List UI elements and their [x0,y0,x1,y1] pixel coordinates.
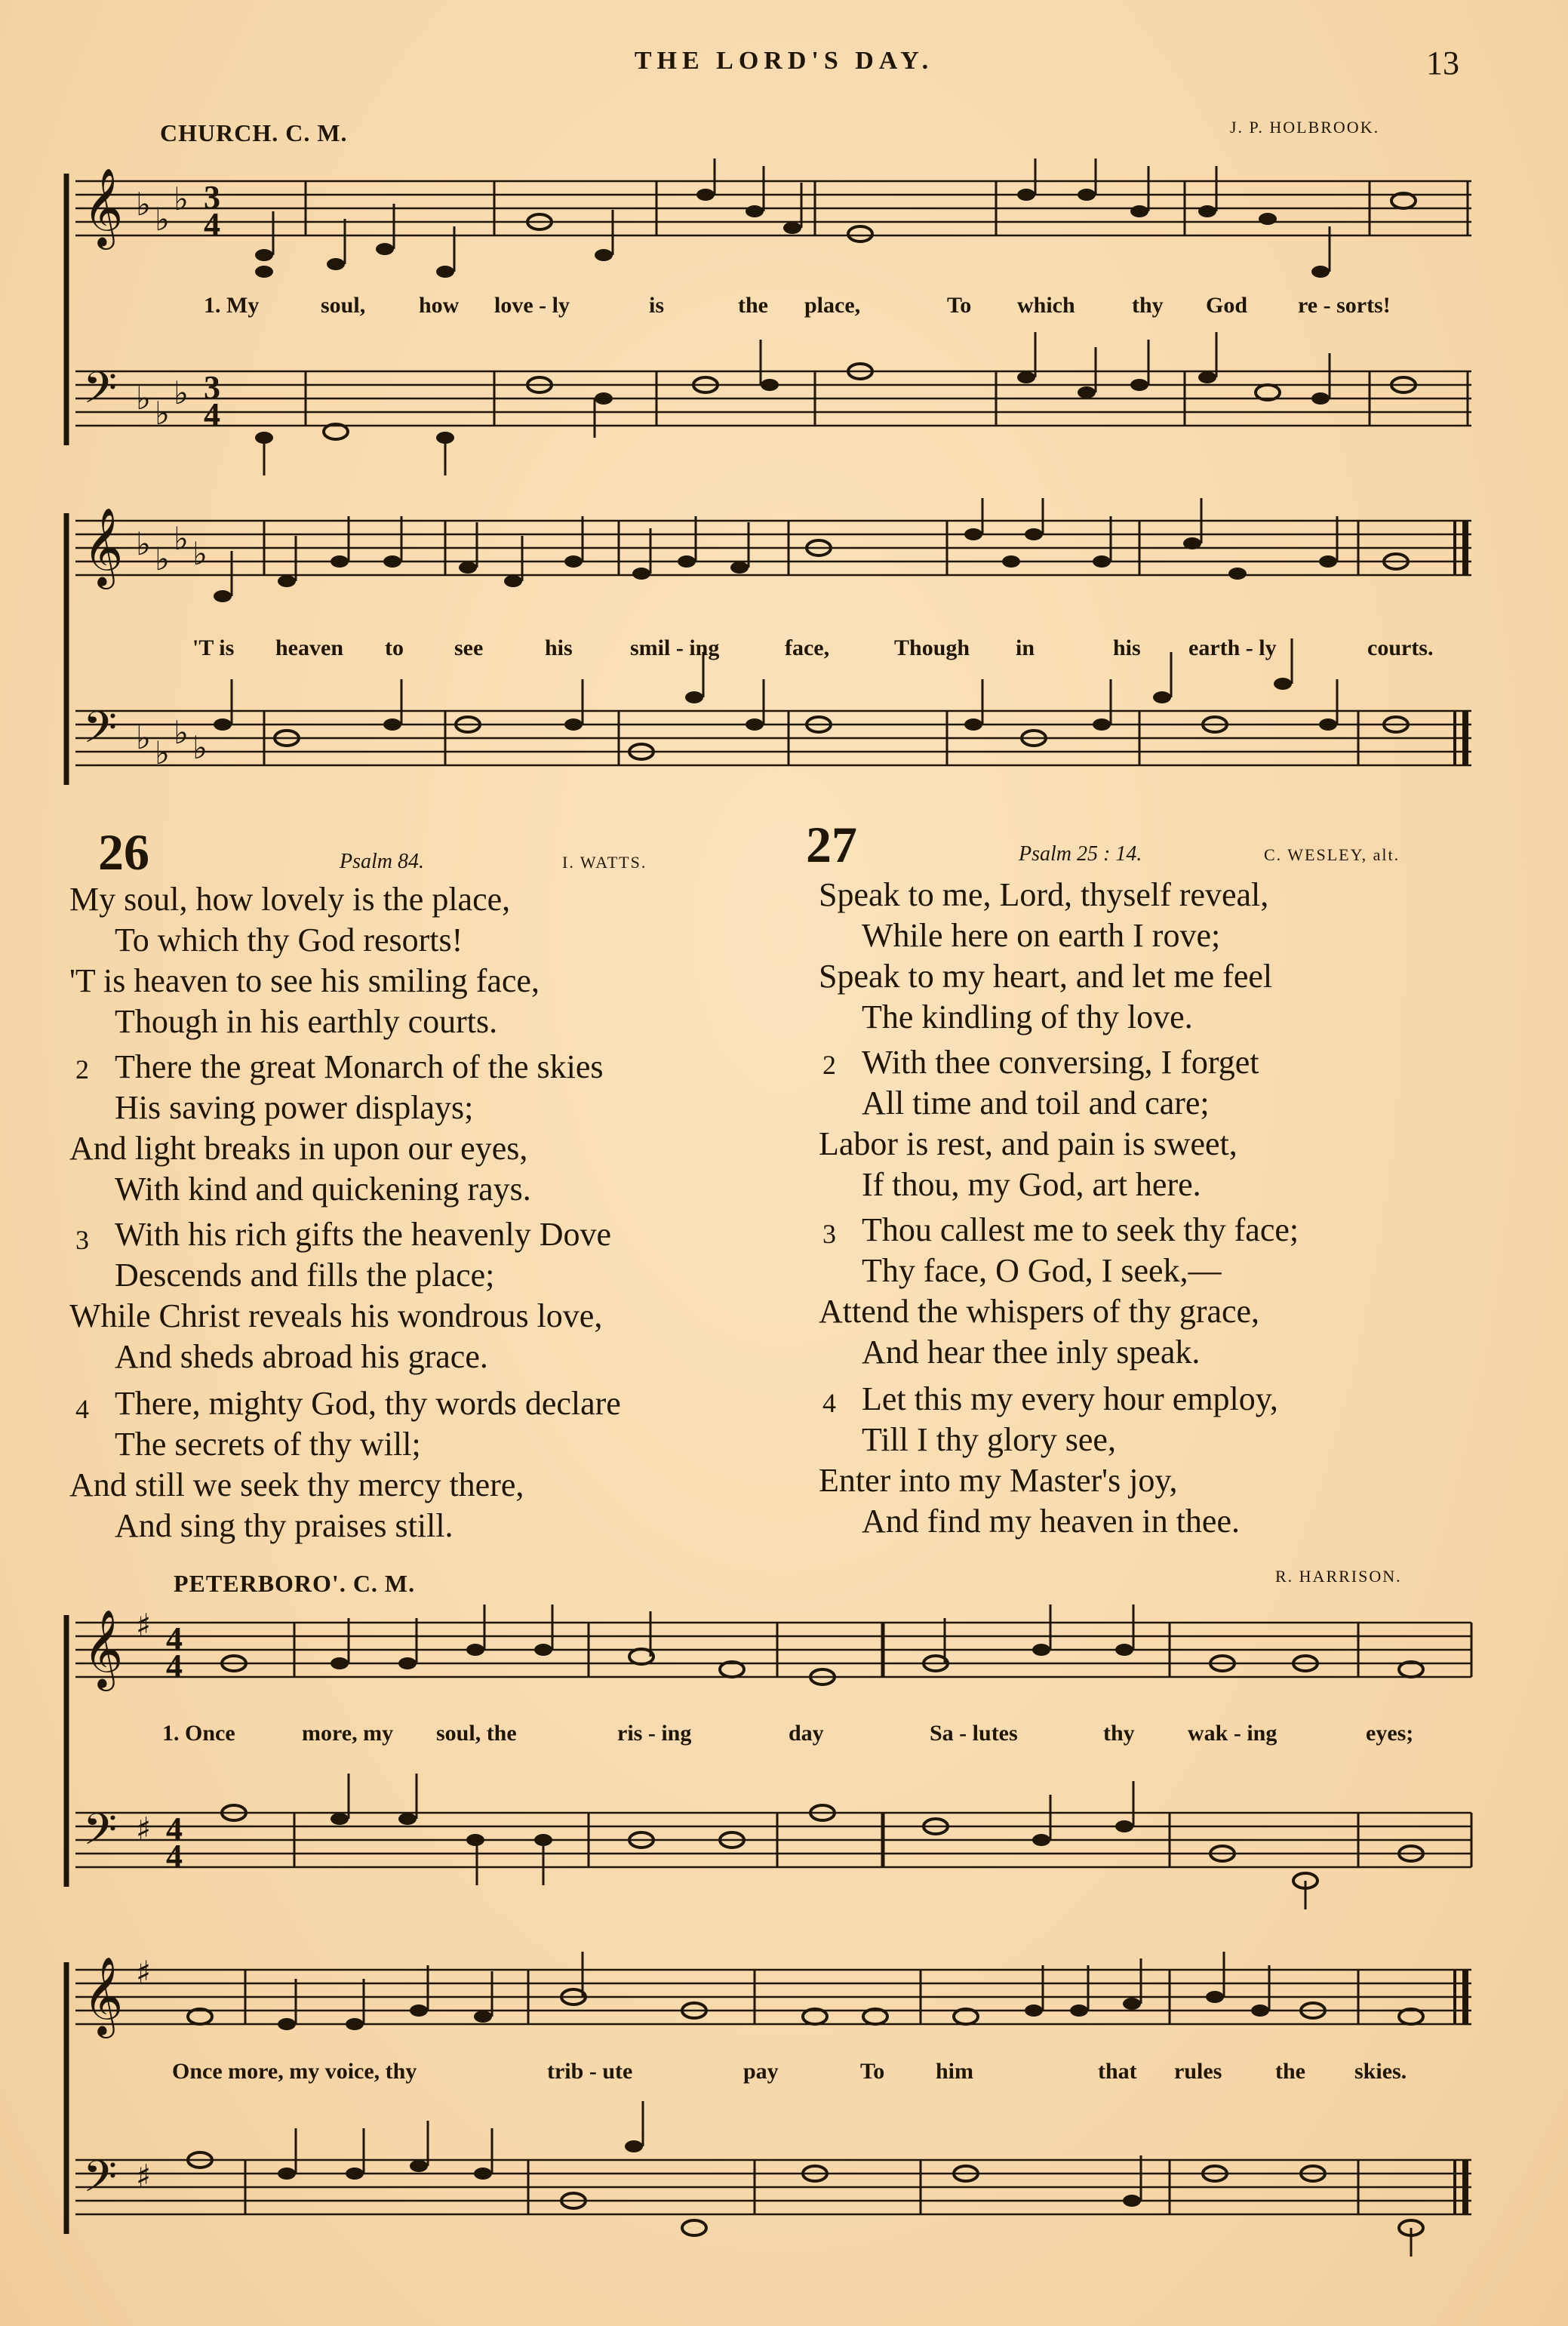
stanza-line: To which thy God resorts! [115,921,463,958]
hymn-number-27: 27 [806,816,857,873]
stanza-line: Descends and fills the place; [115,1257,495,1294]
svg-text:3: 3 [204,369,220,406]
lyric: ris - ing [617,1721,692,1746]
lyric: how [419,293,460,318]
lyric: skies. [1354,2059,1407,2084]
svg-text:♭: ♭ [155,734,170,771]
stanza-line: While Christ reveals his wondrous love, [69,1297,603,1334]
svg-text:𝄞: 𝄞 [83,1956,124,2035]
lyric: pay [743,2059,779,2084]
psalm-reference: Psalm 84. [340,850,424,873]
lyric: rules [1174,2059,1222,2084]
stanza-line: Though in his earthly courts. [115,1003,498,1040]
svg-text:♭: ♭ [174,180,189,217]
lyric: the [738,293,768,318]
lyric: 1. My [204,293,260,318]
lyric: more, my [302,1721,394,1746]
svg-text:4: 4 [166,1838,183,1875]
stanza-line: And hear thee inly speak. [862,1334,1201,1371]
svg-text:♭: ♭ [174,520,189,557]
psalm-reference: Psalm 25 : 14. [1019,842,1142,866]
stanza-line: Attend the whispers of thy grace, [819,1293,1260,1330]
svg-text:4: 4 [204,396,220,433]
tune-name-church: CHURCH. C. M. [160,119,348,146]
music-staves [60,1947,1479,2264]
lyric: soul, the [436,1721,517,1746]
lyric: day [789,1721,824,1746]
peterboro-lyrics-line-2 [0,2059,1568,2089]
score-peterboro-system-1 [60,1600,1479,1917]
svg-text:♭: ♭ [155,395,170,432]
stanza-line: Thy face, O God, I seek,— [862,1252,1222,1289]
stanza-line: Speak to me, Lord, thyself reveal, [819,876,1269,913]
verse-number: 2 [822,1050,836,1080]
stanza-line: 'T is heaven to see his smiling face, [69,962,540,999]
verse-number: 2 [75,1054,89,1085]
stanza-line: And find my heaven in thee. [862,1503,1240,1540]
svg-text:♭: ♭ [155,201,170,238]
verse-number: 4 [822,1388,836,1418]
stanza-line: Enter into my Master's joy, [819,1462,1178,1499]
svg-text:♭: ♭ [136,719,151,756]
peterboro-lyrics-line-1 [0,1721,1568,1751]
svg-text:♯: ♯ [136,1811,152,1848]
svg-text:♭: ♭ [136,186,151,223]
lyric: place, [804,293,861,318]
running-head: THE LORD'S DAY. [634,47,934,75]
page-number: 13 [1426,45,1459,82]
svg-text:𝄢: 𝄢 [83,2151,118,2213]
svg-text:3: 3 [204,179,220,216]
svg-text:4: 4 [204,206,220,243]
stanza-line: The secrets of thy will; [115,1426,421,1463]
lyric: Though [894,635,970,660]
lyric: see [454,635,484,660]
svg-text:♭: ♭ [174,374,189,411]
svg-text:♯: ♯ [136,1954,152,1991]
music-staves [60,158,1479,498]
lyric: in [1016,635,1035,660]
verse-number: 4 [75,1394,89,1424]
svg-text:𝄢: 𝄢 [83,362,118,424]
lyric: courts. [1367,635,1434,660]
stanza-line: Till I thy glory see, [862,1421,1116,1458]
svg-text:♭: ♭ [155,540,170,577]
stanza-line: Thou callest me to seek thy face; [862,1211,1299,1248]
lyric: to [385,635,404,660]
lyric: 1. Once [162,1721,235,1746]
church-lyrics-line-1 [0,293,1568,323]
svg-text:♭: ♭ [136,380,151,417]
stanza-line: All time and toil and care; [862,1085,1210,1121]
lyric: wak - ing [1188,1721,1277,1746]
lyric: To [860,2059,885,2084]
stanza-line: And still we seek thy mercy there, [69,1466,524,1503]
stanza-line: With thee conversing, I forget [862,1044,1259,1081]
tune-name-peterboro: PETERBORO'. C. M. [174,1570,416,1597]
stanza-line: The kindling of thy love. [862,998,1193,1035]
lyric: smil - ing [630,635,720,660]
svg-text:𝄢: 𝄢 [83,702,118,764]
stanza-line: There the great Monarch of the skies [115,1048,604,1085]
svg-text:♭: ♭ [192,535,208,572]
lyric: face, [785,635,830,660]
stanza-line: While here on earth I rove; [862,917,1221,954]
verse-number: 3 [822,1219,836,1249]
svg-text:4: 4 [166,1811,183,1848]
lyric: his [1113,635,1141,660]
lyric: Once more, my voice, thy [172,2059,417,2084]
verse-number: 3 [75,1225,89,1255]
lyric: 'T is [192,635,235,660]
stanza-line: And sheds abroad his grace. [115,1338,488,1375]
score-peterboro-system-2 [60,1947,1479,2264]
score-church-system-1 [60,158,1479,498]
hymn-author: I. WATTS. [562,853,647,872]
composer-church: J. P. HOLBROOK. [1230,118,1380,137]
lyric: eyes; [1366,1721,1414,1746]
hymn-author: C. WESLEY, alt. [1264,845,1400,864]
svg-text:♭: ♭ [136,525,151,562]
lyric: thy [1103,1721,1135,1746]
stanza-line: Speak to my heart, and let me feel [819,958,1273,995]
lyric: Sa - lutes [930,1721,1018,1746]
lyric: the [1275,2059,1305,2084]
lyric: thy [1132,293,1164,318]
stanza-line: My soul, how lovely is the place, [69,881,511,918]
lyric: his [545,635,573,660]
svg-text:4: 4 [166,1648,183,1685]
lyric: heaven [275,635,343,660]
stanza-line: And light breaks in upon our eyes, [69,1130,528,1167]
lyric: is [649,293,665,318]
svg-text:♭: ♭ [192,729,208,766]
lyric: him [936,2059,974,2084]
svg-text:♭: ♭ [174,714,189,751]
svg-text:4: 4 [166,1620,183,1657]
svg-text:♯: ♯ [136,1607,152,1644]
svg-text:𝄞: 𝄞 [83,507,124,586]
lyric: To [947,293,972,318]
svg-text:𝄞: 𝄞 [83,168,124,247]
lyric: re - sorts! [1298,293,1391,318]
lyric: trib - ute [547,2059,633,2084]
composer-peterboro: R. HARRISON. [1275,1567,1402,1586]
stanza-line: If thou, my God, art here. [862,1166,1201,1203]
stanza-line: Labor is rest, and pain is sweet, [819,1125,1237,1162]
stanza-line: There, mighty God, thy words declare [115,1385,621,1422]
stanza-line: With his rich gifts the heavenly Dove [115,1216,612,1253]
lyric: God [1206,293,1248,318]
svg-text:𝄢: 𝄢 [83,1804,118,1866]
lyric: earth - ly [1188,635,1277,660]
stanza-line: And sing thy praises still. [115,1507,453,1544]
hymn-number-26: 26 [98,823,149,881]
music-staves [60,1600,1479,1917]
lyric: that [1098,2059,1137,2084]
church-lyrics-line-2 [0,635,1568,666]
stanza-line: With kind and quickening rays. [115,1171,531,1208]
svg-text:𝄞: 𝄞 [83,1609,124,1688]
stanza-line: Let this my every hour employ, [862,1380,1278,1417]
svg-text:♯: ♯ [136,2158,152,2195]
lyric: love - ly [494,293,570,318]
lyric: soul, [321,293,366,318]
stanza-line: His saving power displays; [115,1089,474,1126]
lyric: which [1017,293,1075,318]
